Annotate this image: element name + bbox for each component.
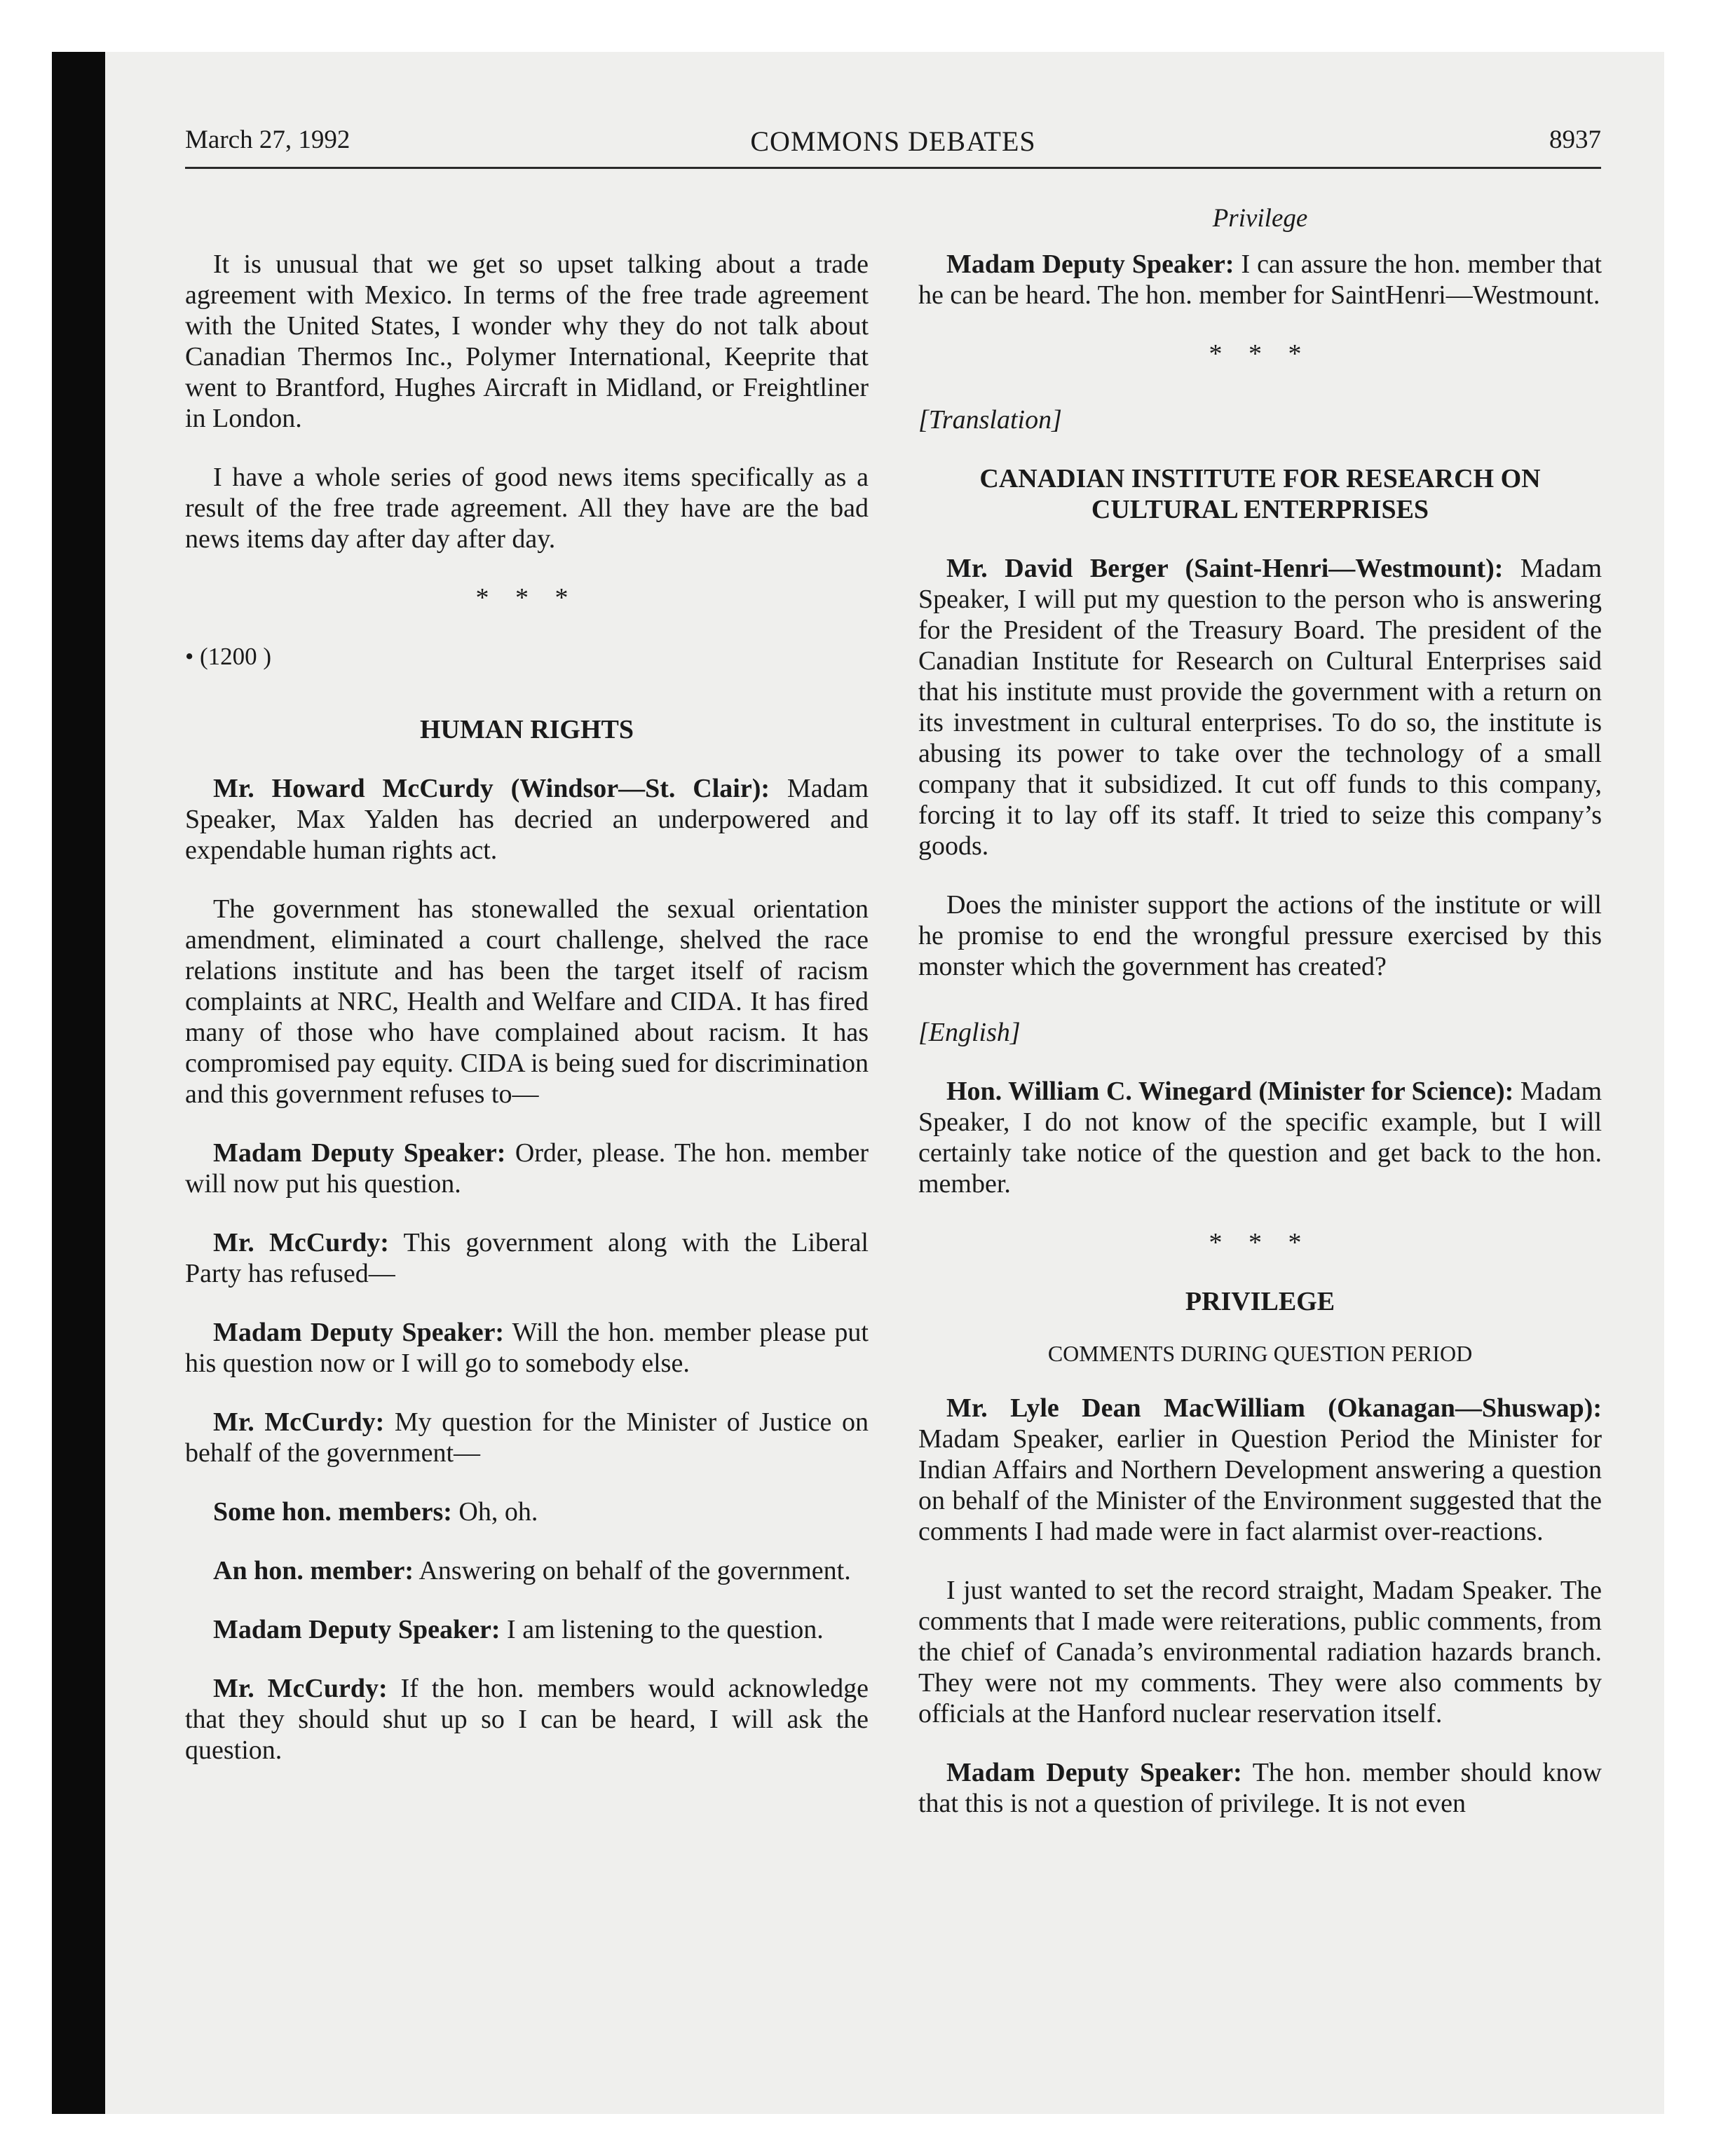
- speech-paragraph: [185, 773, 869, 866]
- speaker-name: Some hon. members:: [213, 1497, 452, 1527]
- language-marker: [Translation]: [918, 405, 1062, 435]
- speech-text: If the hon. members would acknowledge that they should shut up so I can be heard, I will ask the question.: [185, 1674, 869, 1765]
- speech-text: Order, please. The hon. member will now put his question.: [185, 1138, 869, 1199]
- section-heading: CANADIAN INSTITUTE FOR RESEARCH ON CULTURAL ENTERPRISES: [979, 464, 1541, 524]
- speech-text: Madam Speaker, I do not know of the specific example, but I will certainly take notice of the question and get back to the hon. member.: [918, 1077, 1603, 1199]
- speech-paragraph: [185, 1555, 869, 1586]
- speech-paragraph: [918, 1076, 1602, 1199]
- speech-paragraph: [918, 1757, 1602, 1819]
- header-page-number: 8937: [1549, 125, 1601, 154]
- paragraph: Does the minister support the actions of the institute or will he promise to end the wrongful pressure exercised by this monster which the government has created?: [918, 890, 1602, 981]
- paragraph: I just wanted to set the record straight, Madam Speaker. The comments that I made were reiterations, public comments, from the chief of Canada’s environmental radiation hazards branch. They were not my comments. They were also comments by officials at the Hanford nuclear reservation itself.: [918, 1576, 1602, 1728]
- section-separator: * * *: [1209, 1228, 1312, 1257]
- speaker-name: Mr. McCurdy:: [213, 1407, 385, 1437]
- paragraph: The government has stonewalled the sexual orientation amendment, eliminated a court challenge, shelved the race relations institute and has been the target itself of racism complaints at NRC, Health and Welfare and CIDA. It has fired many of those who have complained about racism. It has compromised pay equity. CIDA is being sued for discrimination and this government refuses to—: [185, 894, 869, 1109]
- speech-text: Madam Speaker, Max Yalden has decried an underpowered and expendable human rights act.: [185, 774, 869, 865]
- speaker-name: Madam Deputy Speaker:: [213, 1615, 501, 1644]
- speaker-name: Mr. David Berger (Saint‑Henri—Westmount):: [946, 554, 1504, 583]
- section-separator: * * *: [475, 583, 578, 613]
- speech-text: Answering on behalf of the government.: [414, 1556, 851, 1585]
- language-marker: [English]: [918, 1018, 1021, 1047]
- left-column: [185, 249, 869, 1794]
- speech-paragraph: [185, 1614, 869, 1645]
- speaker-name: Madam Deputy Speaker:: [946, 250, 1234, 279]
- header-title: COMMONS DEBATES: [750, 125, 1036, 157]
- speech-text: Madam Speaker, earlier in Question Period the Minister for Indian Affairs and Northern Development answering a question on behalf of the Minister of the Environment suggested that the comments I had made were in fact alarmist over‑reactions.: [918, 1424, 1602, 1546]
- speech-paragraph: [918, 1393, 1602, 1547]
- time-marker: • (1200 ): [185, 643, 272, 670]
- page-header: [185, 125, 1601, 169]
- paragraph: I have a whole series of good news items specifically as a result of the free trade agreement. All they have are the bad news items day after day after day.: [185, 463, 869, 554]
- header-date: March 27, 1992: [185, 125, 351, 154]
- speaker-name: Mr. McCurdy:: [213, 1228, 389, 1257]
- speech-paragraph: [918, 249, 1602, 311]
- speech-text: My question for the Minister of Justice on behalf of the government—: [185, 1407, 869, 1468]
- speech-paragraph: [185, 1407, 869, 1468]
- section-heading: HUMAN RIGHTS: [419, 715, 634, 744]
- paragraph: It is unusual that we get so upset talking about a trade agreement with Mexico. In terms of the free trade agreement with the United States, I wonder why they do not talk about Canadian Thermos Inc., Polymer International, Keeprite that went to Brantford, Hughes Aircraft in Midland, or Freightliner in London.: [185, 250, 869, 433]
- speaker-name: Mr. McCurdy:: [213, 1674, 388, 1703]
- speech-text: This government along with the Liberal Party has refused—: [185, 1228, 869, 1288]
- speaker-name: Madam Deputy Speaker:: [946, 1758, 1242, 1787]
- speaker-name: Mr. Lyle Dean MacWilliam (Okanagan—Shuswap):: [946, 1393, 1602, 1423]
- speech-text: I can assure the hon. member that he can be heard. The hon. member for SaintHenri—Westmount.: [918, 250, 1602, 310]
- speech-paragraph: [185, 1227, 869, 1289]
- section-subheading: COMMENTS DURING QUESTION PERIOD: [1047, 1341, 1473, 1366]
- speech-paragraph: [185, 1496, 869, 1527]
- section-heading: PRIVILEGE: [1185, 1287, 1335, 1316]
- speech-paragraph: [918, 553, 1602, 861]
- speech-paragraph: [185, 1138, 869, 1199]
- speaker-name: Madam Deputy Speaker:: [213, 1318, 505, 1347]
- right-column: [918, 249, 1602, 1847]
- speech-text: Madam Speaker, I will put my question to the person who is answering for the President of the Treasury Board. The president of the Canadian Institute for Research on Cultural Enterprises said that his institute must provide the government with a return on its investment in cultural enterprises. To do so, the institute is abusing its power to take over the technology of a small company that it subsidized. It cut off funds to this company, forcing it to lay off its staff. It tried to seize this company’s goods.: [918, 554, 1602, 861]
- scan-binding-edge: [52, 52, 105, 2114]
- speaker-name: Hon. William C. Winegard (Minister for Science):: [946, 1077, 1514, 1106]
- speech-text: I am listening to the question.: [500, 1615, 824, 1644]
- speech-paragraph: [185, 1673, 869, 1766]
- speaker-name: Mr. Howard McCurdy (Windsor—St. Clair):: [213, 774, 770, 803]
- speaker-name: Madam Deputy Speaker:: [213, 1138, 506, 1168]
- speech-text: The hon. member should know that this is not a question of privilege. It is not even: [918, 1758, 1602, 1818]
- speech-text: Will the hon. member please put his question now or I will go to somebody else.: [185, 1318, 869, 1378]
- speech-paragraph: [185, 1317, 869, 1379]
- section-tag: Privilege: [1212, 204, 1308, 233]
- speaker-name: An hon. member:: [213, 1556, 414, 1585]
- speech-text: Oh, oh.: [451, 1497, 538, 1527]
- section-separator: * * *: [1209, 339, 1312, 369]
